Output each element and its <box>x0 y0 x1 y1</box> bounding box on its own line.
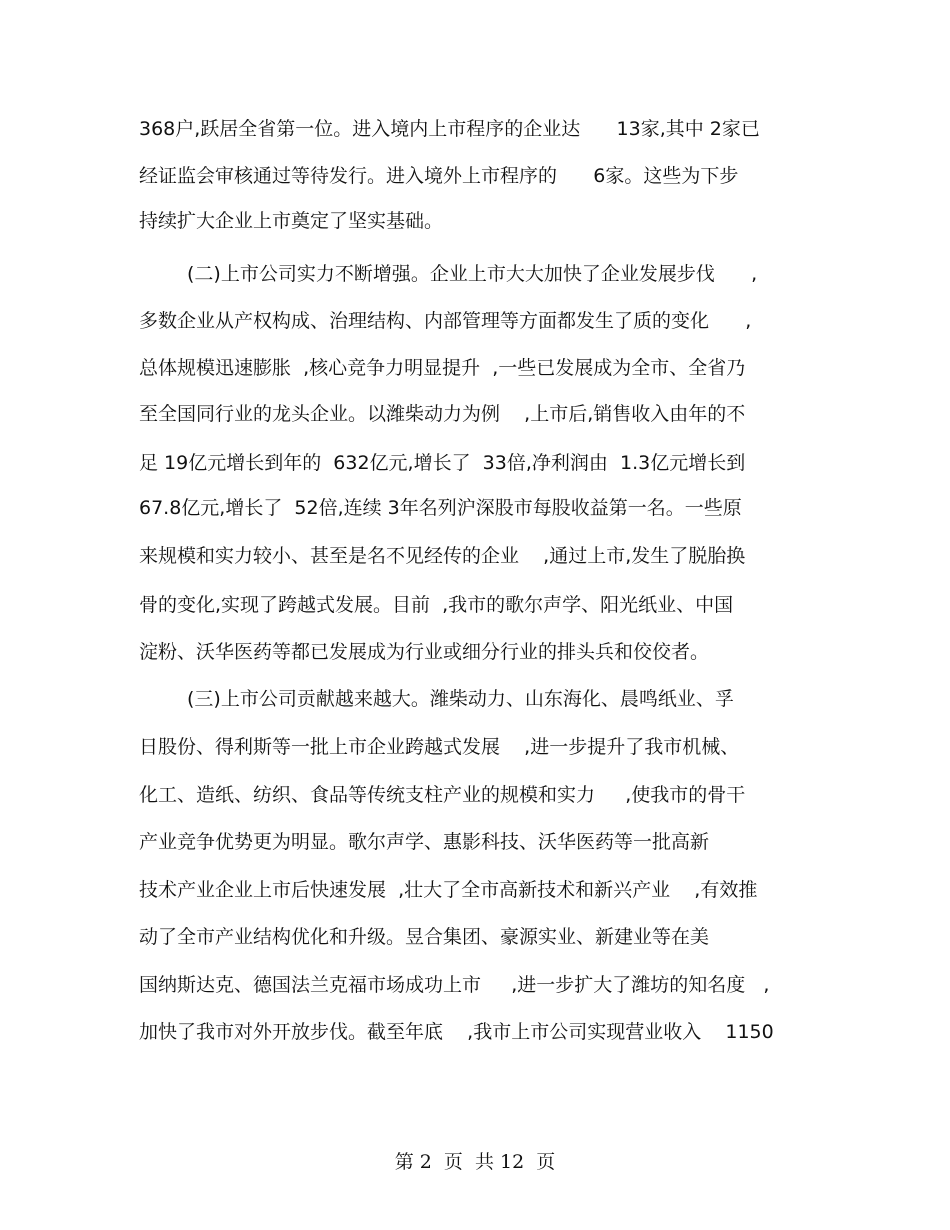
body-line: 动了全市产业结构优化和升级。昱合集团、豪源实业、新建业等在美 <box>139 926 710 948</box>
body-line: 经证监会审核通过等待发行。进入境外上市程序的 6家。这些为下步 <box>139 165 739 187</box>
body-line: 多数企业从产权构成、治理结构、内部管理等方面都发生了质的变化 , <box>139 310 752 332</box>
body-line: 化工、造纸、纺织、食品等传统支柱产业的规模和实力 ,使我市的骨干 <box>139 784 746 806</box>
body-line: 日股份、得利斯等一批上市企业跨越式发展 ,进一步提升了我市机械、 <box>139 736 740 758</box>
section-heading-line: (二)上市公司实力不断增强。企业上市大大加快了企业发展步伐 , <box>187 263 758 285</box>
body-line: 持续扩大企业上市奠定了坚实基础。 <box>139 210 444 232</box>
body-line: 总体规模迅速膨胀 ,核心竞争力明显提升 ,一些已发展成为全市、全省乃 <box>139 357 746 379</box>
body-line: 至全国同行业的龙头企业。以潍柴动力为例 ,上市后,销售收入由年的不 <box>139 403 746 425</box>
body-line: 产业竞争优势更为明显。歌尔声学、惠影科技、沃华医药等一批高新 <box>139 831 710 853</box>
body-line: 加快了我市对外开放步伐。截至年底 ,我市上市公司实现营业收入 1150 <box>139 1021 774 1043</box>
body-line: 足 19亿元增长到年的 632亿元,增长了 33倍,净利润由 1.3亿元增长到 <box>139 452 746 474</box>
section-heading-line: (三)上市公司贡献越来越大。潍柴动力、山东海化、晨鸣纸业、孚 <box>187 688 734 710</box>
body-line: 67.8亿元,增长了 52倍,连续 3年名列沪深股市每股收益第一名。一些原 <box>139 497 742 519</box>
body-line: 368户,跃居全省第一位。进入境内上市程序的企业达 13家,其中 2家已 <box>139 118 760 140</box>
body-line: 骨的变化,实现了跨越式发展。目前 ,我市的歌尔声学、阳光纸业、中国 <box>139 594 734 616</box>
body-line: 国纳斯达克、德国法兰克福市场成功上市 ,进一步扩大了潍坊的知名度 , <box>139 974 770 996</box>
page-number-footer: 第 2 页 共 12 页 <box>394 1151 556 1173</box>
body-line: 技术产业企业上市后快速发展 ,壮大了全市高新技术和新兴产业 ,有效推 <box>139 879 758 901</box>
body-line: 来规模和实力较小、甚至是名不见经传的企业 ,通过上市,发生了脱胎换 <box>139 545 746 567</box>
body-line: 淀粉、沃华医药等都已发展成为行业或细分行业的排头兵和佼佼者。 <box>139 641 710 663</box>
